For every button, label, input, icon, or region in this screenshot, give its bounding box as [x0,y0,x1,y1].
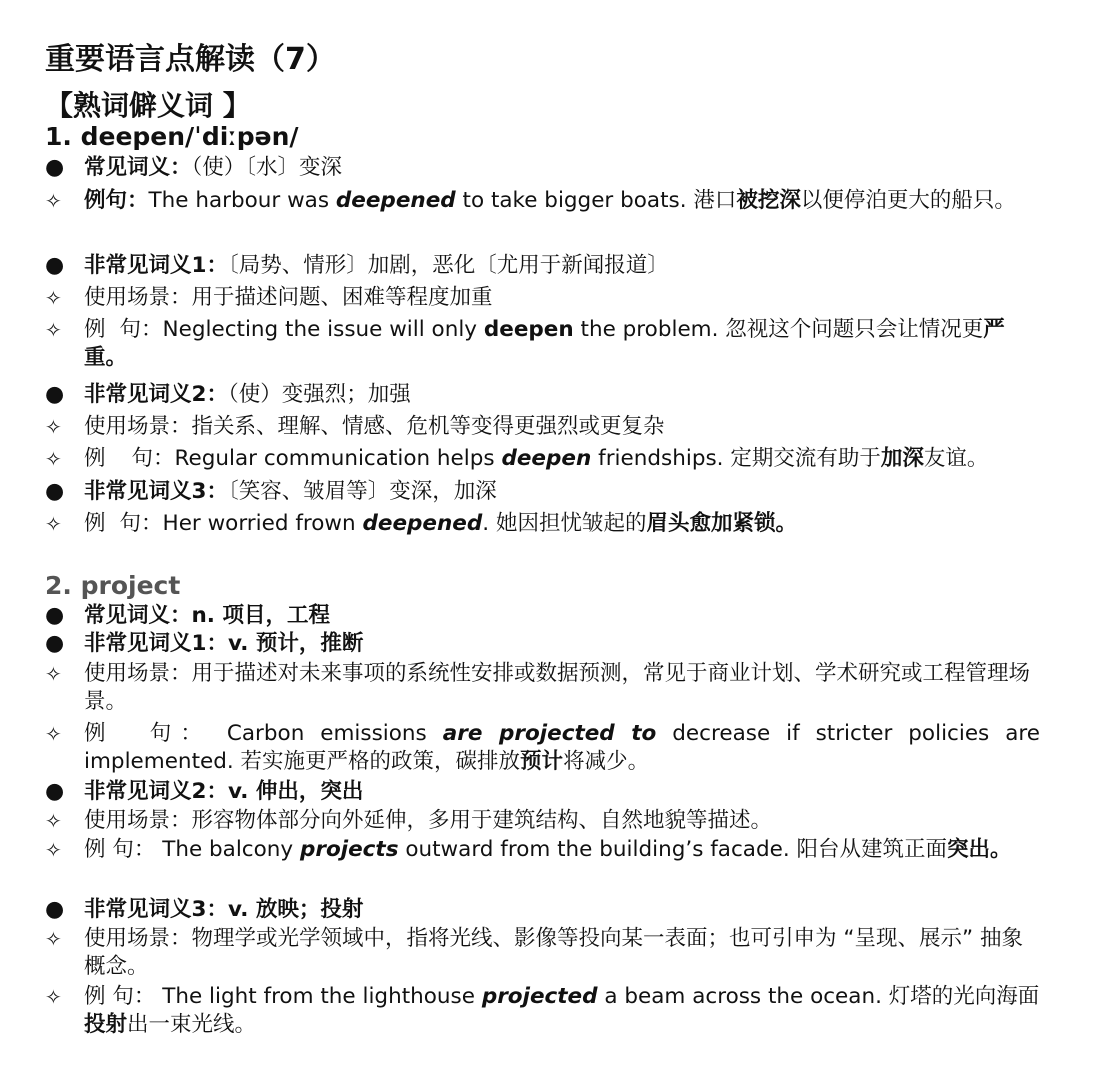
diamond-icon: ✧ [45,512,62,536]
list-item: ● 非常见词义3：〔笑容、皱眉等〕变深，加深 [45,479,497,504]
page-title: 重要语言点解读（7） [45,42,336,77]
diamond-icon: ✧ [45,838,62,862]
diamond-icon: ✧ [45,722,62,746]
section-subtitle: 【熟词僻义词 】 [45,89,251,122]
list-item: ● 非常见词义2：v. 伸出，突出 [45,779,364,804]
list-item: ● 非常见词义1：v. 预计，推断 [45,631,364,656]
list-item: ✧ 使用场景：用于描述问题、困难等程度加重 [45,285,493,310]
example-sentence: 例句：The harbour was deepened to take bigger boats. 港口被挖深以便停泊更大的船只。 [84,188,1016,213]
diamond-icon: ✧ [45,318,62,342]
diamond-icon: ✧ [45,662,62,686]
bullet-icon: ● [45,253,65,278]
list-item: ● 常见词义：n. 项目，工程 [45,603,330,628]
bullet-icon: ● [45,603,65,628]
bullet-icon: ● [45,479,65,504]
list-item [45,316,1040,372]
list-item [45,445,1040,473]
list-item: ● 非常见词义2：（使）变强烈；加强 [45,382,411,407]
diamond-icon: ✧ [45,189,62,213]
item-text: （使）〔水〕变深 [191,155,343,180]
list-item: ● 非常见词义3：v. 放映；投射 [45,897,364,922]
word-heading-deepen: 1. deepen/ˈdiːpən/ [45,122,299,151]
list-item [45,187,1040,215]
list-item: ✧ 使用场景：用于描述对未来事项的系统性安排或数据预测，常见于商业计划、学术研究或工程管理场景。 [45,661,1031,714]
diamond-icon: ✧ [45,447,62,471]
diamond-icon: ✧ [45,286,62,310]
item-label: 常见词义： [84,155,192,180]
list-item [45,154,1040,182]
list-item [45,510,1040,538]
list-item: ● 非常见词义1：〔局势、情形〕加剧，恶化〔尤用于新闻报道〕 [45,253,669,278]
diamond-icon: ✧ [45,985,62,1009]
list-item: ✧ 使用场景：形容物体部分向外延伸，多用于建筑结构、自然地貌等描述。 [45,808,773,833]
list-item: ✧ 使用场景：物理学或光学领域中，指将光线、影像等投向某一表面；也可引申为 “呈现、展示” 抽象概念。 [45,926,1023,979]
example-sentence: 例 句：Her worried frown deepened. 她因担忧皱起的眉头愈加紧锁。 [84,511,797,536]
word-heading-project: 2. project [45,571,181,600]
bullet-icon: ● [45,779,65,804]
bullet-icon: ● [45,897,65,922]
example-sentence: 例 句： Carbon emissions are projected to decrease if stricter policies are implemented. 若实施更严格的政策，碳排放预计将减少。 [84,721,1040,774]
list-item [45,983,1040,1039]
list-item [45,720,1040,776]
diamond-icon: ✧ [45,415,62,439]
example-sentence: 例 句：Regular communication helps deepen friendships. 定期交流有助于加深友谊。 [84,446,989,471]
list-item [45,836,1040,864]
list-item: ✧ 使用场景：指关系、理解、情感、危机等变得更强烈或更复杂 [45,414,665,439]
example-sentence: 例 句： The balcony projects outward from the building’s facade. 阳台从建筑正面突出。 [84,837,1012,862]
example-sentence: 例 句：Neglecting the issue will only deepen the problem. 忽视这个问题只会让情况更严重。 [84,317,1005,370]
bullet-icon: ● [45,155,65,180]
diamond-icon: ✧ [45,809,62,833]
bullet-icon: ● [45,631,65,656]
diamond-icon: ✧ [45,927,62,951]
example-sentence: 例 句： The light from the lighthouse projected a beam across the ocean. 灯塔的光向海面投射出一束光线。 [84,984,1040,1037]
bullet-icon: ● [45,382,65,407]
